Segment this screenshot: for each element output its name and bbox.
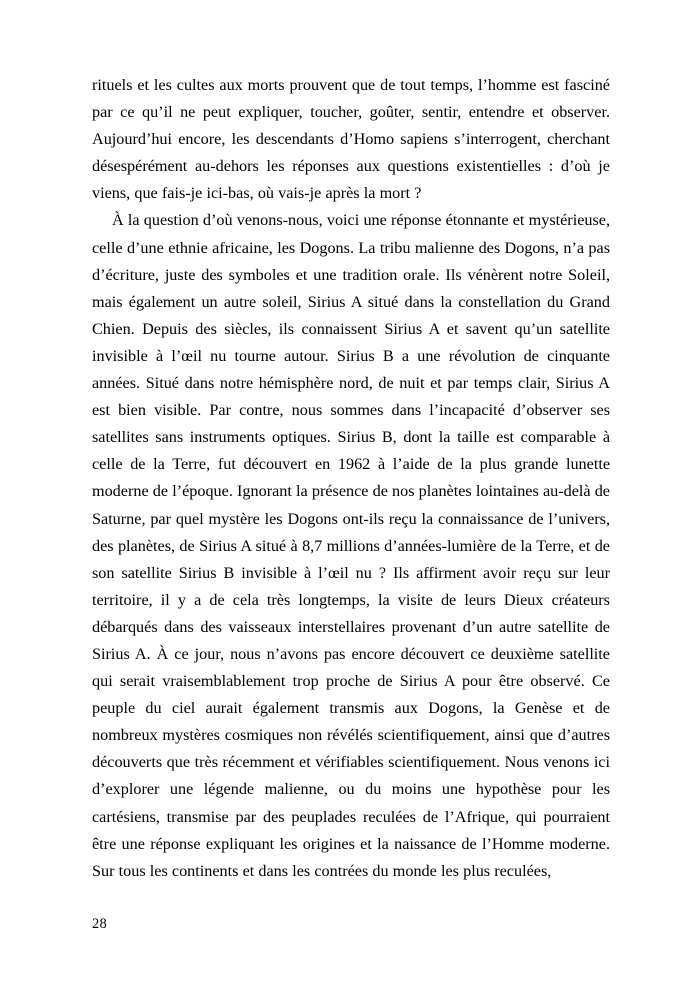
body-paragraph-1: rituels et les cultes aux morts prouvent que de tout temps, l’homme est fasciné par ce qu’il ne peut expliquer, toucher, goûter, sentir, entendre et observer. Aujourd’hui encore, les descendants d’Homo sapiens s’interrogent, cherchant désespérément au-dehors les réponses aux questions existentielles : d’où je viens, que fais-je ici-bas, où vais-je après la mort ? — [92, 76, 610, 203]
page-text-block — [92, 72, 610, 885]
body-paragraph-2: À la question d’où venons-nous, voici une réponse étonnante et mystérieuse, celle d’une ethnie africaine, les Dogons. La tribu malienne des Dogons, n’a pas d’écriture, juste des symboles et une tradition orale. Ils vénèrent notre Soleil, mais également un autre soleil, Sirius A situé dans la constellation du Grand Chien. Depuis des siècles, ils connaissent Sirius A et savent qu’un satellite invisible à l’œil nu tourne autour. Sirius B a une révolution de cinquante années. Situé dans notre hémisphère nord, de nuit et par temps clair, Sirius A est bien visible. Par contre, nous sommes dans l’incapacité d’observer ses satellites sans instruments optiques. Sirius B, dont la taille est comparable à celle de la Terre, fut découvert en 1962 à l’aide de la plus grande lunette moderne de l’époque. Ignorant la présence de nos planètes lointaines au-delà de Saturne, par quel mystère les Dogons ont-ils reçu la connaissance de l’univers, des planètes, de Sirius A situé à 8,7 millions d’années-lumière de la Terre, et de son satellite Sirius B invisible à l’œil nu ? Ils affirment avoir reçu sur leur territoire, il y a de cela très longtemps, la visite de leurs Dieux créateurs débarqués dans des vaisseaux interstellaires provenant d’un autre satellite de Sirius A. À ce jour, nous n’avons pas encore découvert ce deuxième satellite qui serait vraisemblablement trop proche de Sirius A pour être observé. Ce peuple du ciel aurait également transmis aux Dogons, la Genèse et de nombreux mystères cosmiques non révélés scientifiquement, ainsi que d’autres découverts que très récemment et vérifiables scientifiquement. Nous venons ici d’explorer une légende malienne, ou du moins une hypothèse pour les cartésiens, transmise par des peuplades reculées de l’Afrique, qui pourraient être une réponse expliquant les origines et la naissance de l’Homme moderne. Sur tous les continents et dans les contrées du monde les plus reculées, — [92, 211, 610, 880]
page-number: 28 — [92, 916, 107, 932]
